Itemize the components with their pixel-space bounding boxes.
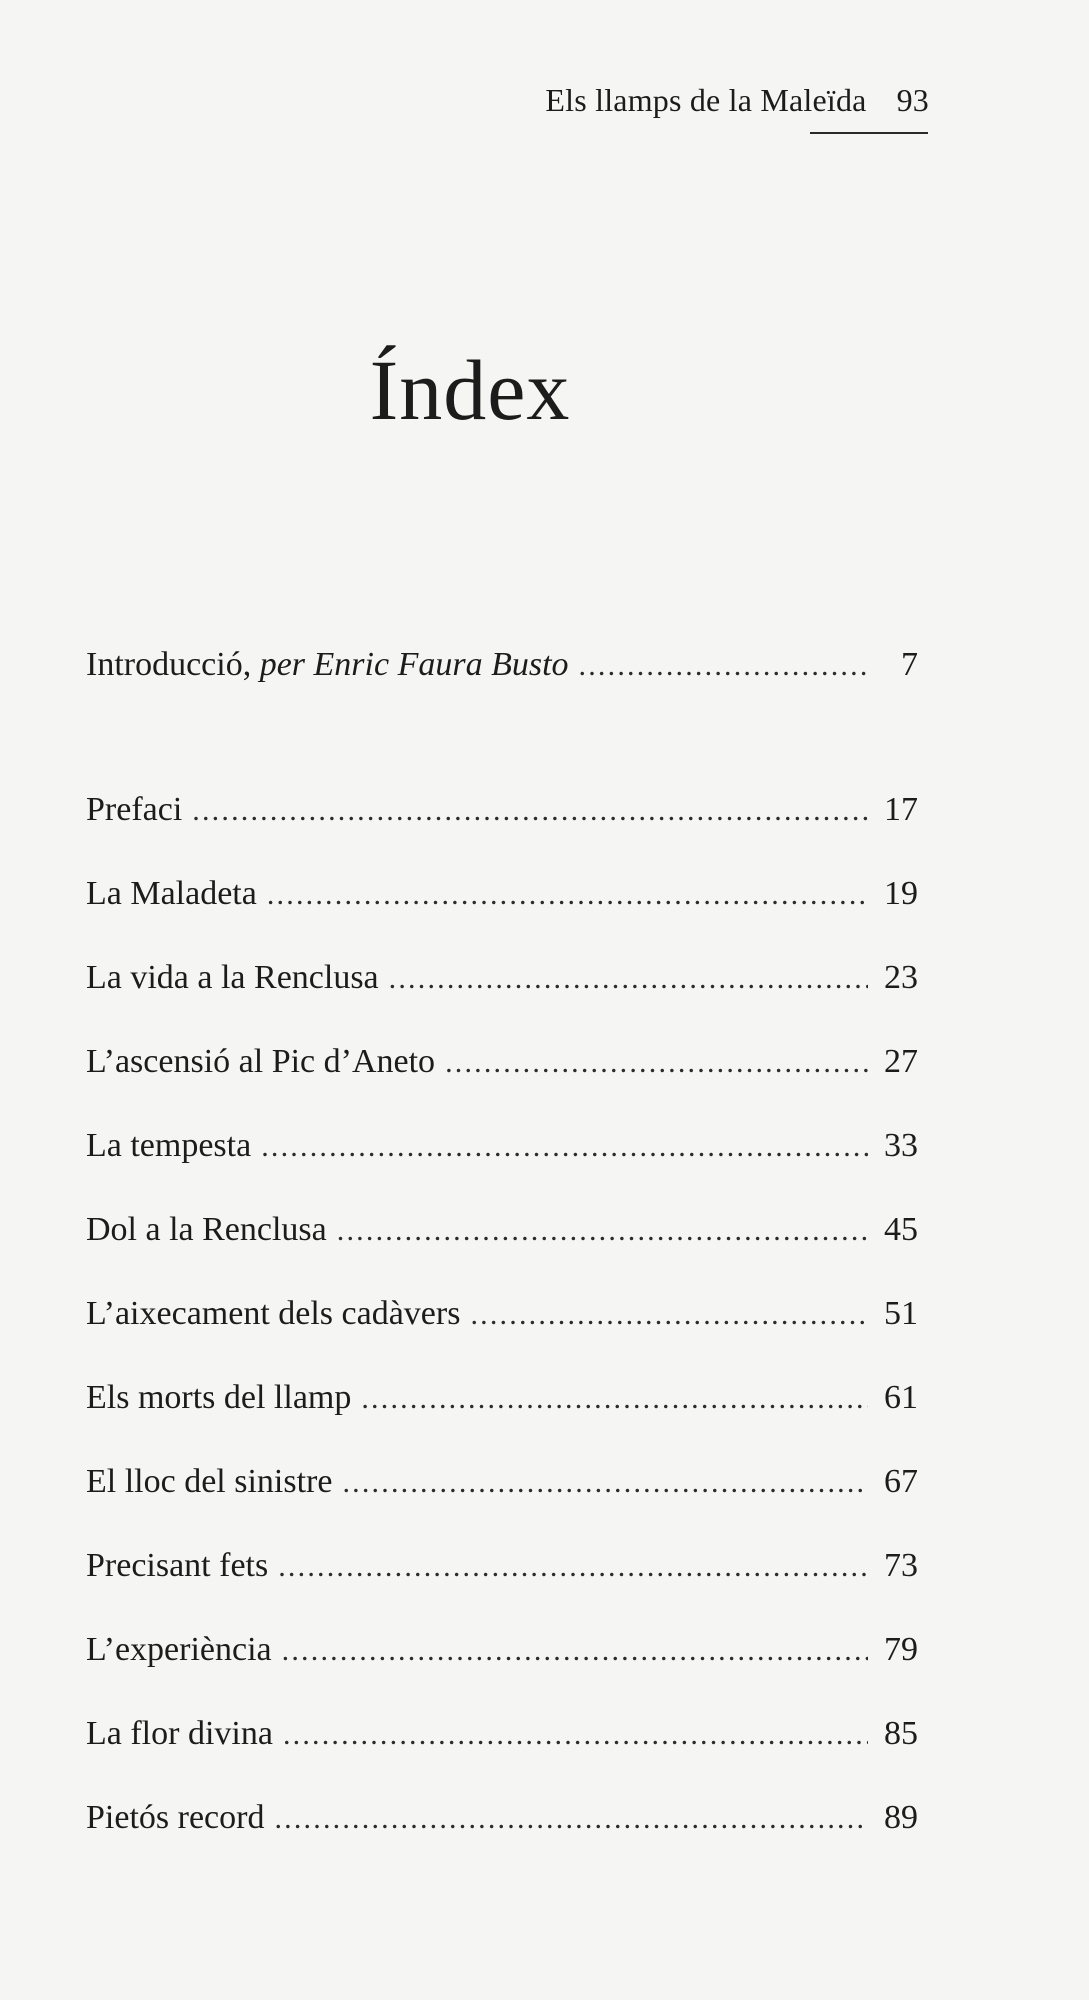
dot-leader: [261, 1124, 868, 1170]
toc-entry-page: 51: [884, 1295, 918, 1332]
dot-leader: [337, 1208, 868, 1254]
toc-entry: [86, 1795, 918, 1841]
toc-entry: [86, 1291, 918, 1337]
toc-entry-label: Els morts del llamp: [86, 1379, 352, 1416]
toc-entry-label: L’aixecament dels cadàvers: [86, 1295, 461, 1332]
header-rule: [810, 132, 928, 134]
toc-entry: [86, 1459, 918, 1505]
toc-entry-label: El lloc del sinistre: [86, 1463, 333, 1500]
toc-entry-label: [86, 642, 569, 688]
toc-entry-page: 89: [884, 1799, 918, 1836]
page-number: 93: [896, 82, 929, 118]
toc-entry-label: L’ascensió al Pic d’Aneto: [86, 1043, 436, 1080]
toc-entry-page: 27: [884, 1043, 918, 1080]
toc-entry: [86, 1711, 918, 1757]
toc-entry-page: 73: [884, 1547, 918, 1584]
introduction-label: Introducció,: [86, 646, 252, 683]
toc-entry-label: Pietós record: [86, 1799, 265, 1836]
toc-entry: [86, 955, 918, 1001]
toc-entry-page: 85: [884, 1715, 918, 1752]
toc-entry-label: La flor divina: [86, 1715, 273, 1752]
toc-entry: [86, 1375, 918, 1421]
running-header: [545, 82, 929, 119]
introduction-author: per Enric Faura Busto: [259, 646, 569, 683]
toc-entry: [86, 1123, 918, 1169]
index-title: Índex: [369, 342, 571, 438]
dot-leader: [342, 1460, 868, 1506]
dot-leader: [267, 872, 868, 918]
toc-entry-page: 67: [884, 1463, 918, 1500]
dot-leader: [274, 1796, 868, 1842]
toc-entry-page: 33: [884, 1127, 918, 1164]
toc-entry: [86, 1039, 918, 1085]
toc-entry: [86, 787, 918, 833]
toc-entry-label: L’experiència: [86, 1631, 272, 1668]
toc-entry-page: 17: [884, 791, 918, 828]
toc-entry-label: La tempesta: [86, 1127, 252, 1164]
toc-entry-page: 19: [884, 875, 918, 912]
toc-entry-page: 7: [901, 646, 918, 683]
dot-leader: [445, 1040, 868, 1086]
toc-entry-label: Prefaci: [86, 791, 183, 828]
dot-leader: [283, 1712, 868, 1758]
dot-leader: [579, 643, 868, 689]
toc-entry-page: 61: [884, 1379, 918, 1416]
dot-leader: [389, 956, 868, 1002]
toc-entry-page: 45: [884, 1211, 918, 1248]
toc-entry-page: 79: [884, 1631, 918, 1668]
toc-entry-label: Dol a la Renclusa: [86, 1211, 327, 1248]
toc-entry-page: 23: [884, 959, 918, 996]
toc-entry-label: La vida a la Renclusa: [86, 959, 379, 996]
toc-entry: [86, 1543, 918, 1589]
dot-leader: [361, 1376, 868, 1422]
dot-leader: [278, 1544, 868, 1590]
dot-leader: [192, 788, 868, 834]
toc-entry-label: La Maladeta: [86, 875, 257, 912]
toc-entry: [86, 871, 918, 917]
toc-entry-label: Precisant fets: [86, 1547, 269, 1584]
running-title: Els llamps de la Maleïda: [545, 82, 867, 118]
dot-leader: [470, 1292, 868, 1338]
toc-entry: [86, 1627, 918, 1673]
toc-entry: [86, 1207, 918, 1253]
dot-leader: [282, 1628, 868, 1674]
toc-entry-introduction: [86, 642, 918, 688]
